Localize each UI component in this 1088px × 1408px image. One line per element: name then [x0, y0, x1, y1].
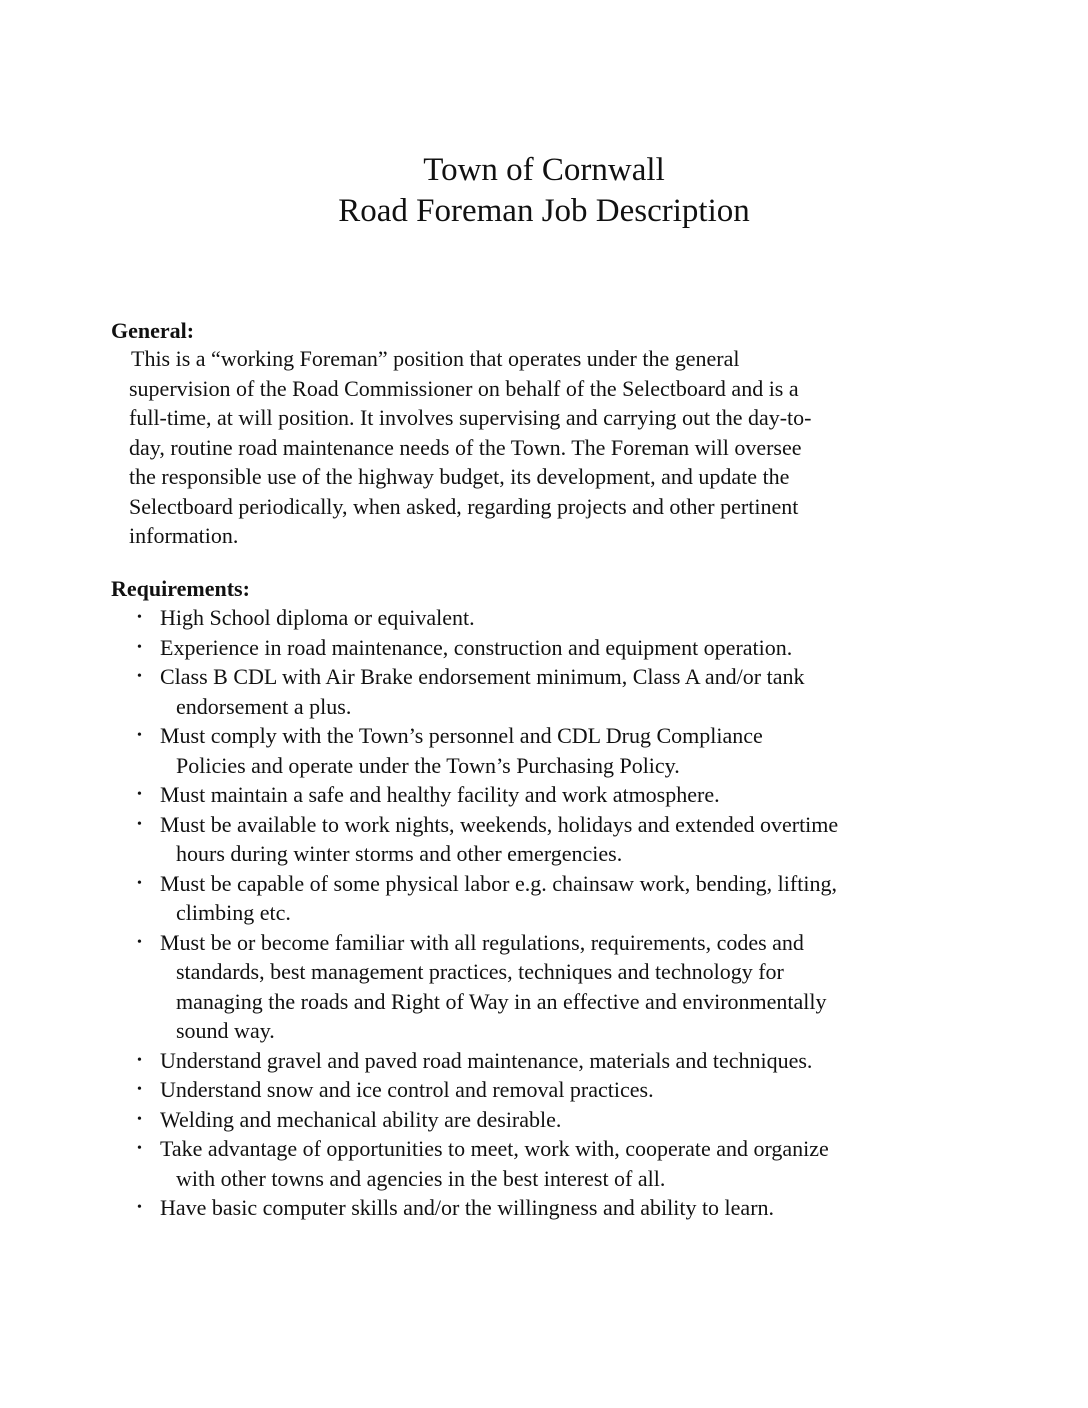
bullet-icon: •	[137, 1111, 142, 1127]
general-line: information.	[129, 523, 239, 548]
requirement-text: climbing etc.	[176, 900, 291, 925]
requirement-text: Experience in road maintenance, construction and equipment operation.	[160, 634, 793, 660]
requirement-text: managing the roads and Right of Way in an effective and environmentally	[176, 988, 827, 1014]
bullet-icon: •	[137, 1200, 142, 1215]
requirement-text: High School diploma or equivalent.	[160, 605, 475, 630]
requirement-text: Class B CDL with Air Brake endorsement minimum, Class A and/or tank	[160, 664, 805, 689]
requirement-item	[137, 633, 967, 663]
requirement-text: Must be capable of some physical labor e.g. chainsaw work, bending, lifting,	[160, 870, 837, 896]
requirement-text: with other towns and agencies in the best interest of all.	[176, 1165, 666, 1191]
requirement-item	[137, 721, 967, 780]
requirement-text: endorsement a plus.	[176, 693, 352, 719]
requirement-text: Must comply with the Town’s personnel and CDL Drug Compliance	[160, 723, 763, 748]
bullet-icon: •	[137, 1052, 142, 1068]
bullet-icon: •	[137, 816, 142, 832]
requirement-text: Must be or become familiar with all regulations, requirements, codes and	[160, 929, 804, 955]
general-line: day, routine road maintenance needs of the Town. The Foreman will oversee	[129, 434, 802, 460]
bullet-icon: •	[137, 1082, 142, 1097]
requirement-text: Policies and operate under the Town’s Purchasing Policy.	[176, 752, 680, 778]
bullet-icon: •	[137, 610, 142, 625]
requirement-item	[137, 928, 967, 1046]
requirement-item	[137, 603, 967, 633]
requirement-text: Welding and mechanical ability are desirable.	[160, 1106, 562, 1132]
requirement-text: Understand snow and ice control and removal practices.	[160, 1077, 654, 1102]
title-job: Road Foreman Job Description	[338, 193, 750, 229]
document-title	[0, 150, 1088, 232]
requirement-text: Have basic computer skills and/or the willingness and ability to learn.	[160, 1195, 775, 1220]
general-line: the responsible use of the highway budget, its development, and update the	[129, 464, 790, 489]
requirement-item	[137, 1193, 967, 1223]
bullet-icon: •	[137, 934, 142, 950]
general-heading: General:	[111, 318, 195, 343]
requirement-item	[137, 869, 967, 928]
requirement-item	[137, 1046, 967, 1076]
requirement-text: hours during winter storms and other emergencies.	[176, 841, 623, 866]
bullet-icon: •	[137, 639, 142, 655]
requirement-item	[137, 662, 967, 721]
general-line: full-time, at will position. It involves supervising and carrying out the day-to-	[129, 405, 812, 430]
requirement-text: standards, best management practices, techniques and technology for	[176, 959, 784, 984]
requirement-text: Must maintain a safe and healthy facility and work atmosphere.	[160, 782, 720, 807]
requirement-text: sound way.	[176, 1018, 275, 1043]
general-paragraph	[129, 344, 929, 551]
bullet-icon: •	[137, 787, 142, 802]
requirements-list	[137, 603, 967, 1223]
bullet-icon: •	[137, 669, 142, 684]
requirement-text: Must be available to work nights, weekends, holidays and extended overtime	[160, 811, 839, 837]
title-town: Town of Cornwall	[423, 152, 665, 188]
bullet-icon: •	[137, 728, 142, 743]
requirement-text: Understand gravel and paved road maintenance, materials and techniques.	[160, 1047, 813, 1073]
bullet-icon: •	[137, 1141, 142, 1156]
requirements-heading: Requirements:	[111, 576, 250, 601]
requirement-item	[137, 1105, 967, 1135]
requirement-item	[137, 1134, 967, 1193]
general-line: supervision of the Road Commissioner on behalf of the Selectboard and is a	[129, 375, 799, 401]
general-line: This is a “working Foreman” position that operates under the general	[131, 346, 740, 371]
general-line: Selectboard periodically, when asked, regarding projects and other pertinent	[129, 493, 799, 519]
requirement-text: Take advantage of opportunities to meet, work with, cooperate and organize	[160, 1136, 829, 1161]
requirement-item	[137, 1075, 967, 1105]
requirement-item	[137, 780, 967, 810]
requirement-item	[137, 810, 967, 869]
bullet-icon: •	[137, 875, 142, 891]
